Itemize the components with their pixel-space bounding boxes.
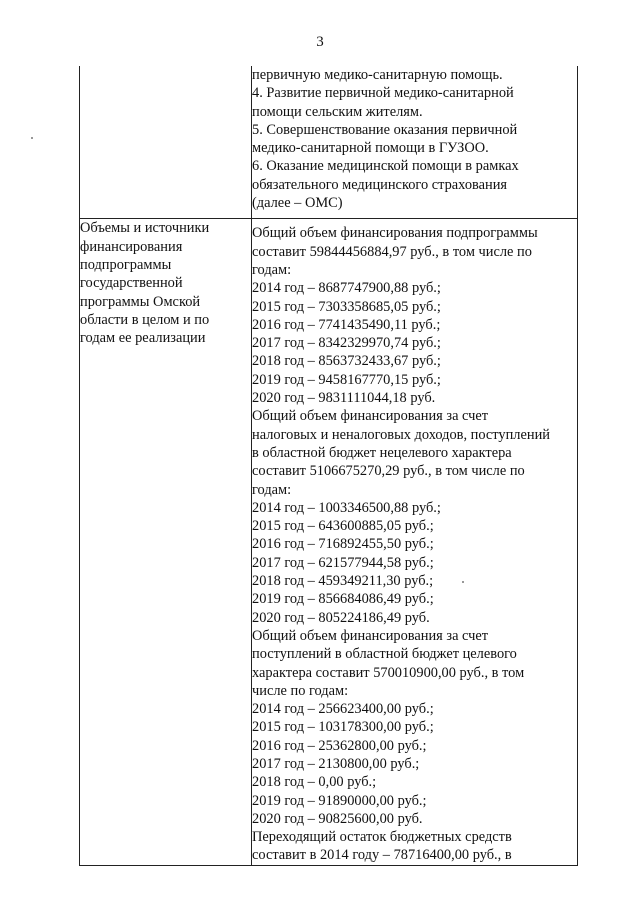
text-line: числе по годам:	[252, 682, 349, 699]
text-line: 2018 год – 459349211,30 руб.;	[252, 573, 434, 590]
row2-left-cell	[80, 219, 252, 865]
text-line: 2019 год – 856684086,49 руб.;	[252, 591, 434, 608]
text-line: 2016 год – 25362800,00 руб.;	[252, 737, 427, 754]
row1-right-cell	[252, 66, 578, 219]
text-line: 2014 год – 256623400,00 руб.;	[252, 701, 434, 718]
text-line: медико-санитарной помощи в ГУЗОО.	[252, 140, 489, 157]
text-line: помощи сельским жителям.	[252, 103, 423, 120]
text-line: Переходящий остаток бюджетных средств	[252, 829, 512, 846]
row1-left-cell	[80, 66, 252, 219]
text-line: составит в 2014 году – 78716400,00 руб., в	[252, 847, 512, 864]
text-line: первичную медико-санитарную помощь.	[252, 67, 503, 83]
text-line: Общий объем финансирования за счет	[252, 627, 489, 644]
text-line: 5. Совершенствование оказания первичной	[252, 121, 518, 138]
text-line: 2017 год – 2130800,00 руб.;	[252, 755, 420, 772]
text-line: 4. Развитие первичной медико-санитарной	[252, 85, 514, 102]
text-line: 2015 год – 7303358685,05 руб.;	[252, 298, 441, 315]
scan-speck	[31, 137, 33, 139]
text-line: составит 5106675270,29 руб., в том числе по	[252, 463, 525, 480]
text-line: поступлений в областной бюджет целевого	[252, 646, 517, 663]
text-line: составит 59844456884,97 руб., в том числе по	[252, 243, 532, 260]
text-line: 2016 год – 7741435490,11 руб.;	[252, 316, 441, 333]
scan-speck	[462, 581, 464, 583]
text-line: Общий объем финансирования подпрограммы	[252, 225, 538, 242]
text-line: 2016 год – 716892455,50 руб.;	[252, 536, 434, 553]
table-row	[80, 66, 578, 219]
text-line: 2017 год – 621577944,58 руб.;	[252, 554, 434, 571]
text-line: 2014 год – 1003346500,88 руб.;	[252, 499, 441, 516]
text-line: годам ее реализации	[80, 330, 206, 347]
subprogram-passport-table	[79, 66, 578, 866]
text-line: 2018 год – 0,00 руб.;	[252, 774, 377, 791]
page-number: 3	[316, 34, 324, 50]
text-line: налоговых и неналоговых доходов, поступлений	[252, 426, 550, 443]
text-line: (далее – ОМС)	[252, 195, 343, 212]
text-line: 2019 год – 9458167770,15 руб.;	[252, 371, 441, 388]
text-line: 2015 год – 643600885,05 руб.;	[252, 518, 434, 535]
text-line: государственной	[80, 275, 183, 292]
text-line: 2017 год – 8342329970,74 руб.;	[252, 335, 441, 352]
table-row	[80, 219, 578, 865]
row2-right-cell	[252, 219, 578, 865]
text-line: подпрограммы	[80, 256, 172, 273]
text-line: 2015 год – 103178300,00 руб.;	[252, 719, 434, 736]
text-line: 2019 год – 91890000,00 руб.;	[252, 792, 427, 809]
text-line: годам:	[252, 261, 292, 278]
text-line: области в целом и по	[80, 311, 210, 328]
text-line: программы Омской	[80, 293, 201, 310]
text-line: финансирования	[80, 238, 183, 255]
text-line: 2020 год – 9831111044,18 руб.	[252, 390, 436, 407]
text-line: 2020 год – 90825600,00 руб.	[252, 810, 423, 827]
text-line: обязательного медицинского страхования	[252, 176, 508, 193]
text-line: 6. Оказание медицинской помощи в рамках	[252, 158, 519, 175]
text-line: годам:	[252, 481, 292, 498]
text-line: 2018 год – 8563732433,67 руб.;	[252, 353, 441, 370]
text-line: Общий объем финансирования за счет	[252, 408, 489, 425]
text-line: 2014 год – 8687747900,88 руб.;	[252, 280, 441, 297]
text-line: 2020 год – 805224186,49 руб.	[252, 609, 430, 626]
text-line: Объемы и источники	[80, 220, 210, 237]
text-line: в областной бюджет нецелевого характера	[252, 444, 512, 461]
text-line: характера составит 570010900,00 руб., в том	[252, 664, 525, 681]
